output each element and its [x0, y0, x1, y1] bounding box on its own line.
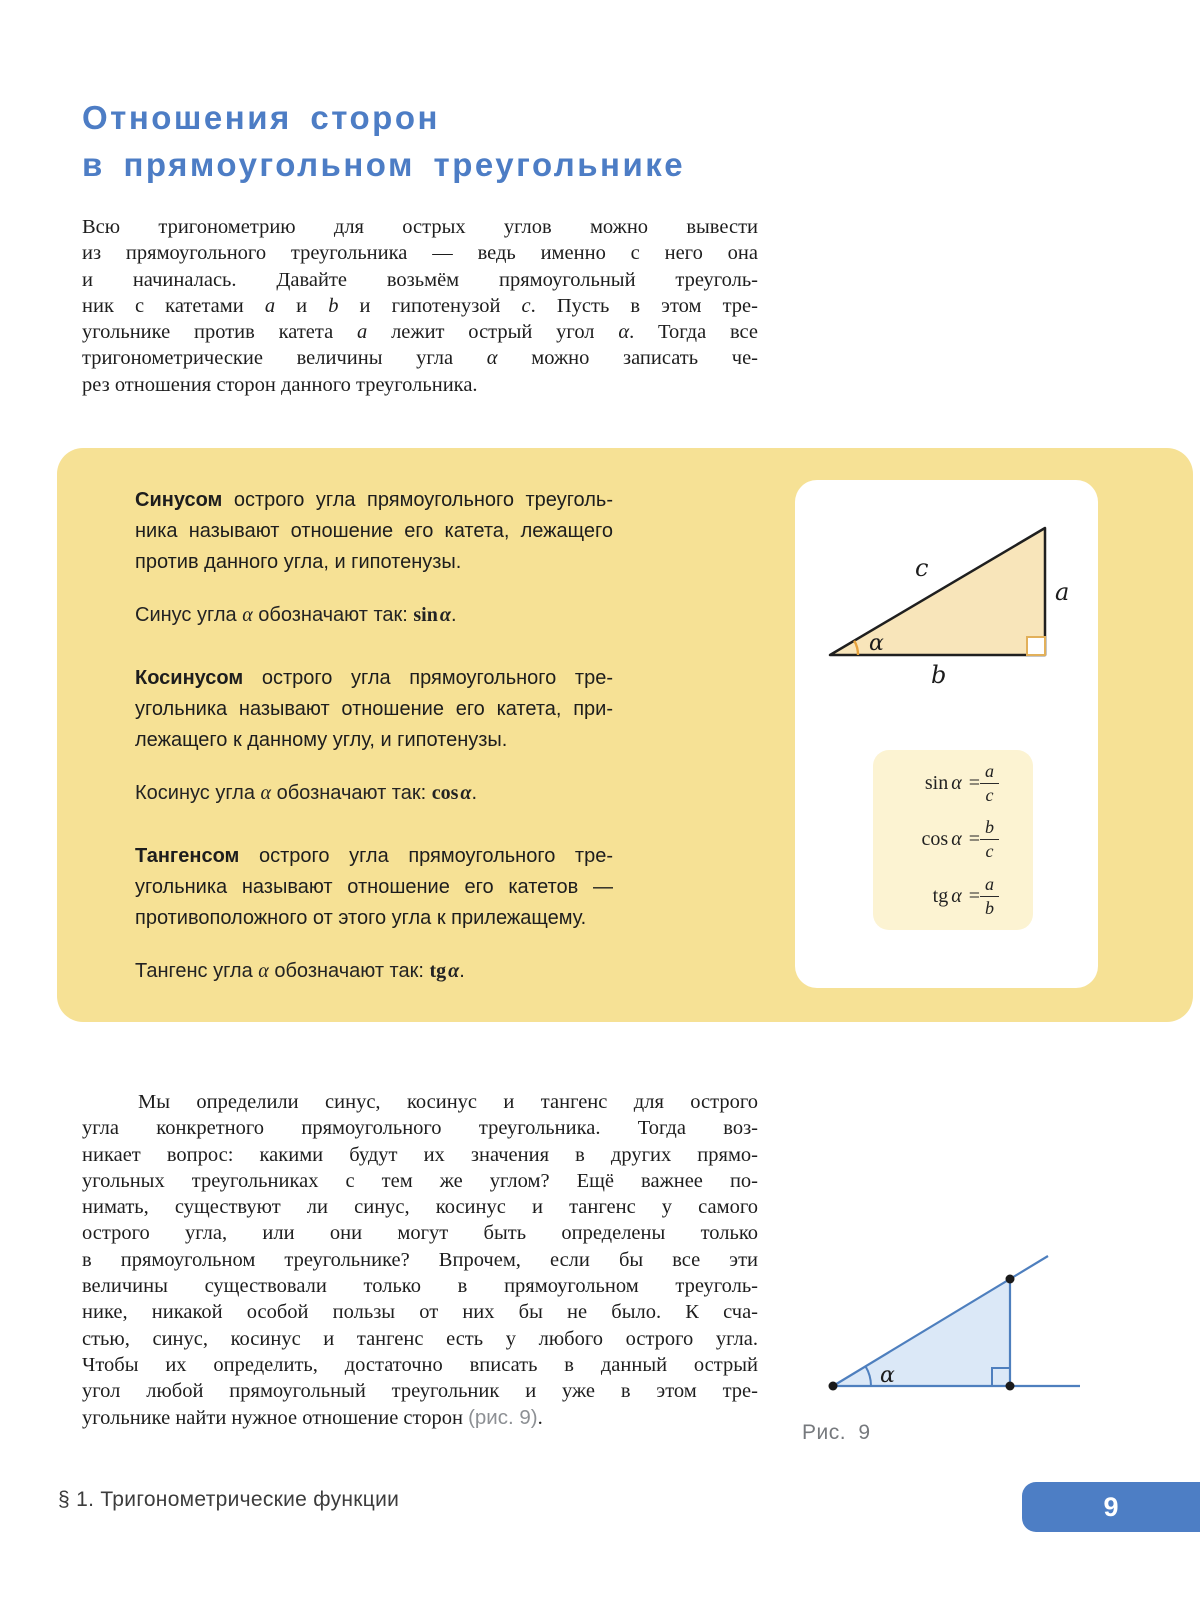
- page-title: [82, 94, 685, 188]
- vertex-dot: [1006, 1275, 1015, 1284]
- notation-tangent: [135, 956, 613, 987]
- text-run: α: [618, 321, 630, 344]
- formula-tg: [873, 874, 1033, 919]
- text-run: Косинусом: [135, 667, 244, 689]
- text-run: угольнике против катета: [82, 321, 358, 344]
- text-run: рез отношения сторон данного треугольника.: [82, 373, 478, 396]
- text-line: [82, 1142, 758, 1168]
- text-line: [135, 485, 613, 516]
- text-line: [82, 345, 758, 371]
- text-line: [135, 663, 613, 694]
- text-run: ник с катетами: [82, 294, 265, 317]
- side-label-adjacent: b: [931, 661, 947, 689]
- text-run: Всю тригонометрию для острых углов можно вывести: [82, 216, 758, 238]
- text-run: угла конкретного прямоугольного треугольника. Тогда воз-: [82, 1117, 758, 1140]
- text-line: [82, 1326, 758, 1352]
- text-run: α: [448, 960, 460, 982]
- text-run: α: [260, 782, 272, 804]
- text-run: против данного угла, и гипотенузы.: [135, 551, 462, 573]
- text-run: противоположного от этого угла к прилежащему.: [135, 907, 587, 929]
- text-run: α: [439, 604, 451, 626]
- numerator: b: [980, 817, 999, 840]
- text-run: α: [242, 604, 253, 626]
- text-run: tg: [429, 960, 447, 982]
- text-run: Синусом: [135, 489, 223, 511]
- text-line: [82, 240, 758, 266]
- text-run: обозначают так:: [271, 782, 432, 804]
- text-line: [135, 547, 613, 578]
- page-title-line2: в прямоугольном треугольнике: [82, 146, 686, 183]
- formula-tg-lhs: [933, 885, 980, 908]
- right-angle-marker: [1027, 637, 1045, 655]
- fn-tg: tg: [932, 884, 949, 907]
- text-run: .: [459, 960, 465, 982]
- figure-caption: Рис. 9: [802, 1421, 871, 1444]
- text-line: [82, 1168, 758, 1194]
- text-line: [135, 872, 613, 903]
- text-run: угольника называют отношение его катетов —: [135, 876, 613, 898]
- notation-sine: [135, 600, 613, 631]
- text-run: острого угла прямоугольного тре-: [239, 845, 613, 867]
- vertex-dot: [829, 1382, 838, 1391]
- text-run: и начиналась. Давайте возьмём прямоугольный треуголь-: [82, 268, 758, 291]
- side-label-hypotenuse: c: [915, 554, 929, 582]
- text-run: обозначают так:: [252, 604, 414, 626]
- text-run: нике, никакой особой пользы от них бы не было. К сча-: [82, 1301, 758, 1324]
- text-run: . Тогда все: [629, 321, 759, 344]
- text-run: угольника называют отношение его катета, при-: [135, 698, 613, 720]
- text-run: никает вопрос: какими будут их значения в других прямо-: [82, 1143, 758, 1166]
- text-line: [82, 1273, 758, 1299]
- text-run: c: [521, 294, 531, 317]
- text-line: [82, 1378, 758, 1404]
- footer-section-title: § 1. Тригонометрические функции: [58, 1488, 400, 1511]
- text-run: ника называют отношение его катета, лежащего: [135, 520, 613, 542]
- text-run: Синус угла: [135, 604, 243, 626]
- fn-sin: sin: [924, 772, 949, 795]
- fraction-a-c: [980, 761, 999, 806]
- formula-cos: [873, 817, 1033, 862]
- text-run: . Пусть в этом тре-: [530, 294, 758, 317]
- text-line: [82, 214, 758, 240]
- denominator: c: [985, 785, 994, 806]
- definition-sine: [135, 485, 613, 578]
- text-run: угольных треугольниках с тем же углом? Ещё важнее по-: [82, 1169, 758, 1192]
- page-number-badge: [1022, 1482, 1200, 1532]
- text-run: тригонометрические величины угла: [82, 347, 487, 370]
- right-triangle: [830, 528, 1045, 655]
- equals-sign: =: [968, 884, 980, 907]
- formula-sin-lhs: [925, 772, 980, 795]
- fraction-b-c: [980, 817, 999, 862]
- fraction-a-b: [980, 874, 999, 919]
- arg-alpha: α: [951, 772, 962, 795]
- text-run: cos: [431, 782, 459, 804]
- text-run: sin: [413, 604, 438, 626]
- text-run: Тангенсом: [135, 845, 240, 867]
- text-run: можно записать че-: [497, 347, 758, 370]
- text-run: (рис. 9): [468, 1405, 538, 1429]
- text-run: лежащего к данному углу, и гипотенузы.: [135, 729, 508, 751]
- text-run: стью, синус, косинус и тангенс есть у любого острого угла.: [82, 1327, 758, 1350]
- text-line: [82, 372, 758, 398]
- text-run: в прямоугольном треугольнике? Впрочем, если бы все эти: [82, 1248, 758, 1271]
- text-line: [82, 1247, 758, 1273]
- text-run: Чтобы их определить, достаточно вписать в данный острый: [82, 1353, 758, 1376]
- text-run: острого угла прямоугольного тре-: [243, 667, 613, 689]
- definitions-callout: [57, 448, 1193, 1022]
- text-run: из прямоугольного треугольника — ведь именно с него она: [82, 242, 758, 265]
- text-line: [135, 903, 613, 934]
- definition-cosine: [135, 663, 613, 756]
- text-run: угольнике найти нужное отношение сторон: [82, 1406, 469, 1429]
- right-triangle-figure: [795, 480, 1095, 720]
- notation-cosine: [135, 778, 613, 809]
- text-run: Тангенс угла: [135, 960, 259, 982]
- arg-alpha: α: [951, 884, 962, 907]
- text-run: и: [275, 294, 329, 317]
- intro-paragraph: [82, 214, 758, 398]
- text-line: [135, 516, 613, 547]
- numerator: a: [980, 874, 999, 897]
- text-line: [82, 1405, 758, 1431]
- text-run: Мы определили синус, косинус и тангенс для острого: [138, 1091, 758, 1113]
- text-run: α: [486, 347, 498, 370]
- text-run: a: [357, 321, 368, 344]
- denominator: c: [985, 841, 994, 862]
- text-line: [82, 319, 758, 345]
- text-line: [82, 1220, 758, 1246]
- text-line: [82, 1115, 758, 1141]
- arg-alpha: α: [951, 828, 962, 851]
- text-run: α: [460, 782, 472, 804]
- equals-sign: =: [968, 772, 980, 795]
- text-line: [82, 1194, 758, 1220]
- equals-sign: =: [968, 828, 980, 851]
- figure-card: [795, 480, 1098, 988]
- fn-cos: cos: [921, 828, 949, 851]
- text-run: a: [264, 294, 276, 317]
- text-line: [82, 293, 758, 319]
- page-number: 9: [1103, 1491, 1119, 1522]
- vertex-dot: [1006, 1382, 1015, 1391]
- text-run: нимать, существуют ли синус, косинус и тангенс у самого: [82, 1196, 758, 1219]
- text-line: [82, 1352, 758, 1378]
- text-run: .: [471, 782, 478, 804]
- formula-cos-lhs: [922, 828, 980, 851]
- text-run: острого угла, или они могут быть определены только: [82, 1222, 758, 1245]
- text-run: и гипотенузой: [338, 294, 522, 317]
- text-run: b: [328, 294, 339, 317]
- formula-box: [873, 750, 1033, 930]
- side-label-opposite: a: [1055, 578, 1070, 606]
- text-line: [135, 841, 613, 872]
- text-run: острого угла прямоугольного треуголь-: [222, 489, 613, 511]
- inscribed-triangle-figure: [790, 1224, 1100, 1406]
- body-paragraph: [82, 1089, 758, 1431]
- text-run: обозначают так:: [268, 960, 430, 982]
- text-line: [82, 1089, 758, 1115]
- denominator: b: [985, 897, 994, 918]
- text-run: .: [450, 604, 457, 626]
- text-run: Косинус угла: [135, 782, 261, 804]
- text-line: [82, 1299, 758, 1325]
- text-run: α: [258, 960, 269, 982]
- text-run: величины существовали только в прямоугольном треуголь-: [82, 1275, 758, 1298]
- figure-9: [790, 1224, 1100, 1445]
- definition-tangent: [135, 841, 613, 934]
- angle-label-alpha: α: [880, 1363, 895, 1388]
- text-line: [135, 725, 613, 756]
- definitions-column: [135, 485, 613, 1019]
- formula-sin: [873, 761, 1033, 806]
- text-run: угол любой прямоугольный треугольник и уже в этом тре-: [82, 1380, 758, 1403]
- text-line: [135, 694, 613, 725]
- page-title-line1: Отношения сторон: [82, 99, 440, 136]
- angle-label-alpha: α: [869, 631, 884, 656]
- numerator: a: [980, 761, 999, 784]
- text-run: .: [537, 1406, 543, 1429]
- text-line: [82, 267, 758, 293]
- text-run: лежит острый угол: [367, 321, 619, 344]
